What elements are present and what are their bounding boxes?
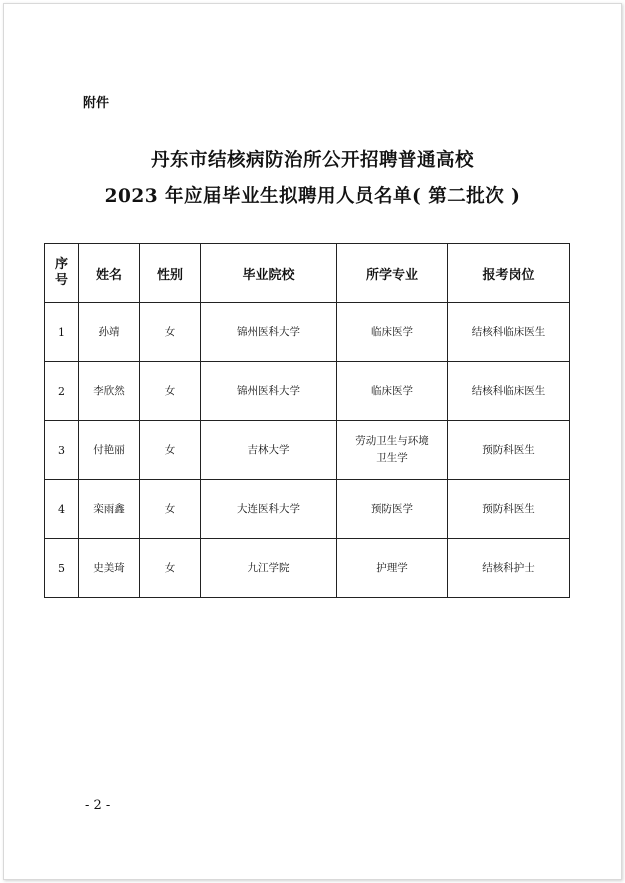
- cell-major: 预防医学: [337, 480, 448, 539]
- table-header-row: [45, 244, 570, 303]
- cell-major: 劳动卫生与环境 卫生学: [337, 421, 448, 480]
- cell-seq: 4: [45, 480, 79, 539]
- cell-gender: 女: [140, 303, 201, 362]
- cell-name: 李欣然: [79, 362, 140, 421]
- cell-seq: 3: [45, 421, 79, 480]
- column-header-name: 姓名: [79, 244, 140, 303]
- column-header-gender: 性别: [140, 244, 201, 303]
- table-row: [45, 362, 570, 421]
- cell-seq: 2: [45, 362, 79, 421]
- roster-table: [44, 243, 570, 598]
- cell-name: 付艳丽: [79, 421, 140, 480]
- table-row: [45, 480, 570, 539]
- cell-name: 栾雨鑫: [79, 480, 140, 539]
- cell-position: 结核科临床医生: [448, 362, 570, 421]
- cell-seq: 5: [45, 539, 79, 598]
- cell-name: 史美琦: [79, 539, 140, 598]
- document-title-line1: 丹东市结核病防治所公开招聘普通高校: [150, 150, 474, 171]
- cell-position: 预防科医生: [448, 480, 570, 539]
- cell-position: 结核科护士: [448, 539, 570, 598]
- column-header-school: 毕业院校: [201, 244, 337, 303]
- cell-school: 锦州医科大学: [201, 362, 337, 421]
- cell-gender: 女: [140, 539, 201, 598]
- cell-major: 护理学: [337, 539, 448, 598]
- table-row: [45, 303, 570, 362]
- page-number: - 2 -: [85, 798, 111, 813]
- cell-school: 锦州医科大学: [201, 303, 337, 362]
- attachment-label: 附件: [83, 96, 110, 111]
- cell-gender: 女: [140, 362, 201, 421]
- cell-school: 吉林大学: [201, 421, 337, 480]
- cell-major: 临床医学: [337, 362, 448, 421]
- column-header-position: 报考岗位: [448, 244, 570, 303]
- document-title-line2: 2023 年应届毕业生拟聘用人员名单( 第二批次 ): [104, 186, 521, 207]
- column-header-seq: 序 号: [45, 244, 79, 303]
- cell-school: 九江学院: [201, 539, 337, 598]
- cell-name: 孙靖: [79, 303, 140, 362]
- table-row: [45, 539, 570, 598]
- cell-gender: 女: [140, 480, 201, 539]
- cell-gender: 女: [140, 421, 201, 480]
- table-row: [45, 421, 570, 480]
- cell-major: 临床医学: [337, 303, 448, 362]
- cell-seq: 1: [45, 303, 79, 362]
- cell-school: 大连医科大学: [201, 480, 337, 539]
- cell-position: 结核科临床医生: [448, 303, 570, 362]
- column-header-major: 所学专业: [337, 244, 448, 303]
- cell-position: 预防科医生: [448, 421, 570, 480]
